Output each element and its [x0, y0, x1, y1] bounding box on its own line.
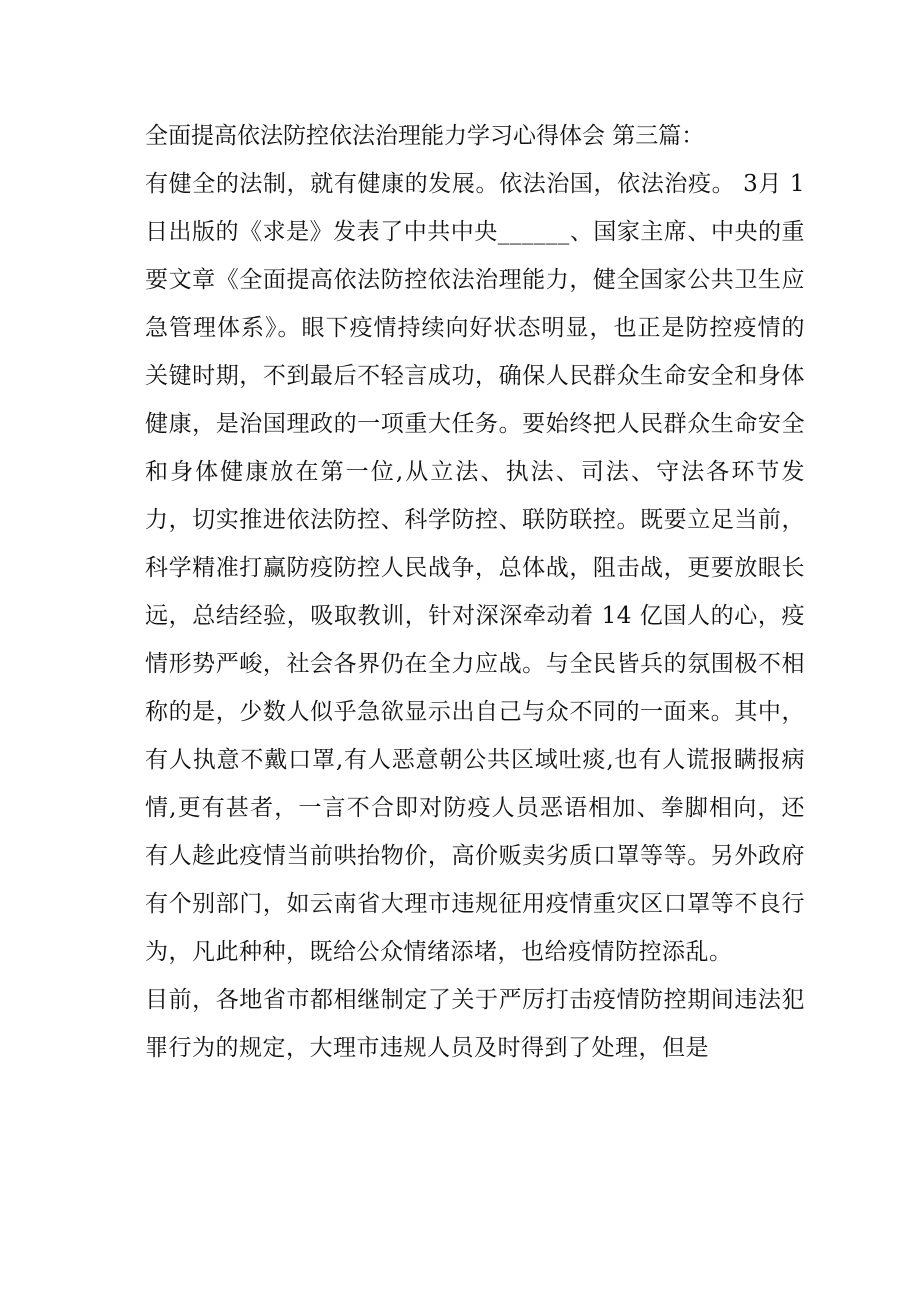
paragraph-1: 有健全的法制，就有健康的发展。依法治国，依法治疫。 3月 1 日出版的《求是》发表了中共中央______、国家主席、中央的重要文章《全面提高依法防控依法治理能力，健全国家公共卫生应急管理体系》。眼下疫情持续向好状态明显，也正是防控疫情的关键时期，不到最后不轻言成功，确保人民群众生命安全和身体健康，是治国理政的一项重大任务。要始终把人民群众生命安全和身体健康放在第一位,从立法、执法、司法、守法各环节发力，切实推进依法防控、科学防控、联防联控。既要立足当前，科学精准打赢防疫防控人民战争，总体战，阻击战，更要放眼长远，总结经验，吸取教训，针对深深牵动着 14 亿国人的心，疫情形势严峻，社会各界仍在全力应战。与全民皆兵的氛围极不相称的是，少数人似乎急欲显示出自己与众不同的一面来。其中，有人执意不戴口罩,有人恶意朝公共区域吐痰,也有人谎报瞒报病情,更有甚者，一言不合即对防疫人员恶语相加、拳脚相向，还有人趁此疫情当前哄抬物价，高价贩卖劣质口罩等等。另外政府有个别部门，如云南省大理市违规征用疫情重灾区口罩等不良行为，凡此种种，既给公众情绪添堵，也给疫情防控添乱。	[145, 171, 805, 965]
document-title: 全面提高依法防控依法治理能力学习心得体会 第三篇：	[145, 123, 705, 149]
document-body	[145, 112, 805, 1072]
paragraph-2: 目前，各地省市都相继制定了关于严厉打击疫情防控期间违法犯罪行为的规定，大理市违规人员及时得到了处理，但是	[145, 987, 805, 1061]
